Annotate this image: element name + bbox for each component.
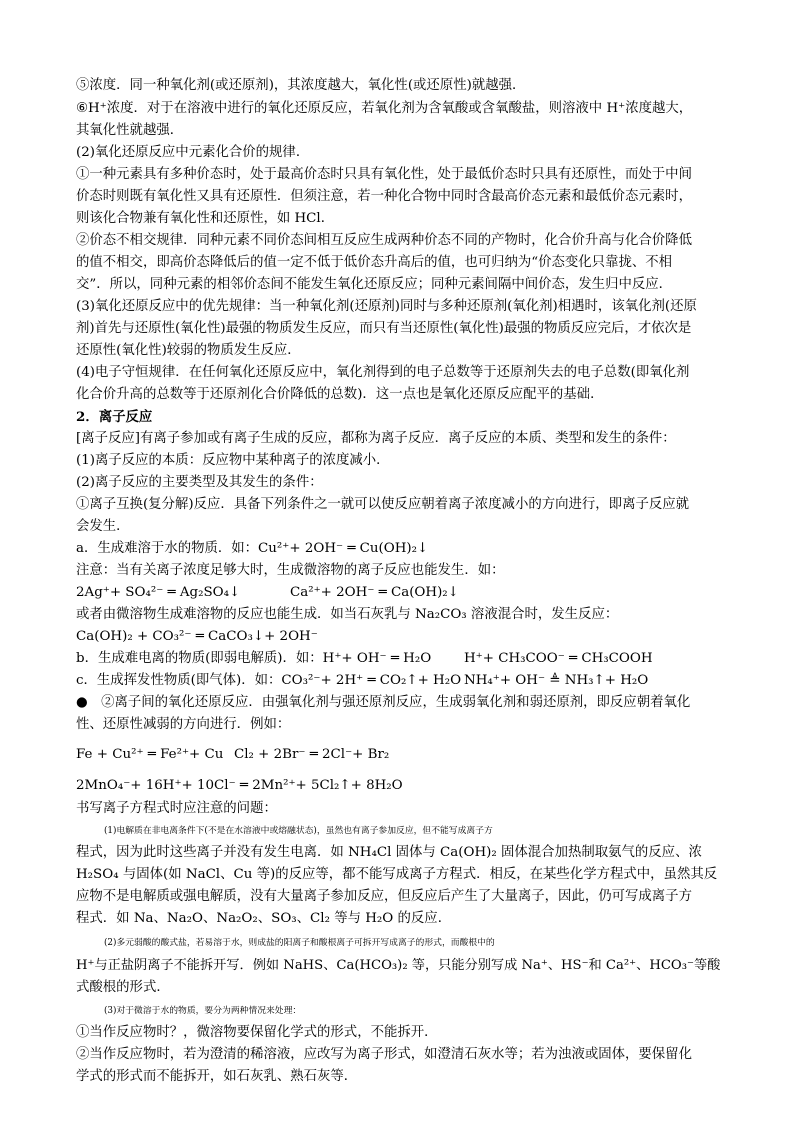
equation-line: 2MnO₄⁻+ 16H⁺+ 10Cl⁻ ═ 2Mn²⁺+ 5Cl₂↑+ 8H₂O	[76, 778, 403, 793]
text-line: (2)多元弱酸的酸式盐，若易溶于水，则成盐的阳离子和酸根离子可拆开写成离子的形式，而酸根中的	[104, 938, 495, 948]
text-line: (1)离子反应的本质：反应物中某种离子的浓度减小．	[76, 453, 390, 468]
text-line: ● ②离子间的氧化还原反应．由强氧化剂与强还原剂反应，生成弱氧化剂和弱还原剂，即反应朝着氧化	[76, 695, 691, 710]
equation-col2: NH₄⁺+ OH⁻ ≜ NH₃↑+ H₂O	[464, 673, 649, 688]
text-line: 剂)首先与还原性(氧化性)最强的物质发生反应，而只有当还原性(氧化性)最强的物质反应完后，才依次是	[76, 321, 692, 336]
text-line: 式酸根的形式．	[76, 980, 170, 995]
text-line: (3)对于微溶于水的物质，要分为两种情况来处理：	[104, 1006, 302, 1016]
text-line: ⑤浓度．同一种氧化剂(或还原剂)，其浓度越大，氧化性(或还原性)就越强．	[76, 78, 526, 93]
text-line: 则该化合物兼有氧化性和还原性，如 HCl．	[76, 211, 335, 226]
text-line: 价态时则既有氧化性又具有还原性．但须注意，若一种化合物中同时含最高价态元素和最低价态元素时，	[76, 189, 692, 204]
text-line: 化合价升高的总数等于还原剂化合价降低的总数)．这一点也是氧化还原反应配平的基础．	[76, 387, 604, 402]
text-line: (4)电子守恒规律．在任何氧化还原反应中，氧化剂得到的电子总数等于还原剂失去的电子总数(即氧化剂	[76, 365, 690, 380]
equation-col2: Ca²⁺+ 2OH⁻ ═ Ca(OH)₂↓	[290, 585, 459, 600]
text-line: ②价态不相交规律．同种元素不同价态间相互反应生成两种价态不同的产物时，化合价升高与化合价降低	[76, 233, 692, 248]
equation-line: b．生成难电离的物质(即弱电解质)．如：H⁺+ OH⁻ ═ H₂O	[76, 651, 432, 666]
text-line: 程式．如 Na、Na₂O、Na₂O₂、SO₃、Cl₂ 等与 H₂O 的反应．	[76, 911, 452, 926]
note-line: 注意：当有关离子浓度足够大时，生成微溶物的离子反应也能发生．如：	[76, 563, 505, 578]
text-line: H₂SO₄ 与固体(如 NaCl、Cu 等)的反应等，都不能写成离子方程式．相反，在某些化学方程式中，虽然其反	[76, 867, 718, 882]
text-line: ①离子互换(复分解)反应．具备下列条件之一就可以使反应朝着离子浓度减小的方向进行，即离子反应就	[76, 497, 690, 512]
equation-line: 2Ag⁺+ SO₄²⁻ ═ Ag₂SO₄↓	[76, 585, 241, 600]
equation-line: Fe + Cu²⁺ ═ Fe²⁺+ Cu	[76, 747, 224, 762]
equation-col2: H⁺+ CH₃COO⁻ ═ CH₃COOH	[464, 651, 653, 666]
text-line: (2)氧化还原反应中元素化合价的规律．	[76, 145, 310, 160]
equation-line: c．生成挥发性物质(即气体)．如：CO₃²⁻+ 2H⁺ ═ CO₂↑+ H₂O	[76, 673, 462, 688]
text-line: 交”．所以，同种元素的相邻价态间不能发生氧化还原反应；同种元素间隔中间价态，发生归中反应．	[76, 277, 673, 292]
text-line: ⑥H⁺浓度．对于在溶液中进行的氧化还原反应，若氧化剂为含氧酸或含氧酸盐，则溶液中 H⁺浓度越大，	[76, 101, 693, 116]
text-line: 其氧化性就越强．	[76, 123, 184, 138]
text-line: ②当作反应物时，若为澄清的稀溶液，应改写为离子形式，如澄清石灰水等；若为浊液或固体，要保留化	[76, 1047, 692, 1062]
text-line: 程式，因为此时这些离子并没有发生电离．如 NH₄Cl 固体与 Ca(OH)₂ 固体混合加热制取氨气的反应、浓	[76, 845, 702, 860]
text-line: 书写离子方程式时应注意的问题：	[76, 801, 277, 816]
text-line: (2)离子反应的主要类型及其发生的条件：	[76, 475, 323, 490]
text-line: 学式的形式而不能拆开，如石灰乳、熟石灰等．	[76, 1069, 358, 1084]
text-line: H⁺与正盐阴离子不能拆开写．例如 NaHS、Ca(HCO₃)₂ 等，只能分别写成 Na⁺、HS⁻和 Ca²⁺、HCO₃⁻等酸	[76, 958, 721, 973]
text-line: 的值不相交，即高价态降低后的值一定不低于低价态升高后的值，也可归纳为“价态变化只靠拢、不相	[76, 255, 673, 270]
text-line: ①一种元素具有多种价态时，处于最高价态时只具有氧化性，处于最低价态时只具有还原性，而处于中间	[76, 167, 692, 182]
text-line: 还原性(氧化性)较弱的物质发生反应．	[76, 343, 301, 358]
text-line: ①当作反应物时？，微溶物要保留化学式的形式，不能拆开．	[76, 1025, 438, 1040]
equation-col2: Cl₂ + 2Br⁻ ═ 2Cl⁻+ Br₂	[234, 747, 390, 762]
section-heading: 2．离子反应	[76, 409, 153, 425]
equation-line: Ca(OH)₂ + CO₃²⁻ ═ CaCO₃↓+ 2OH⁻	[76, 629, 318, 644]
text-line: 性、还原性减弱的方向进行．例如：	[76, 717, 291, 732]
text-line: 会发生．	[76, 519, 130, 534]
text-line: [离子反应]有离子参加或有离子生成的反应，都称为离子反应．离子反应的本质、类型和发生的条件：	[76, 431, 676, 446]
text-line: (3)氧化还原反应中的优先规律：当一种氧化剂(还原剂)同时与多种还原剂(氧化剂)相遇时，该氧化剂(还原	[76, 299, 697, 314]
text-line: 或者由微溶物生成难溶物的反应也能生成．如当石灰乳与 Na₂CO₃ 溶液混合时，发生反应：	[76, 607, 619, 622]
text-line: 应物不是电解质或强电解质，没有大量离子参加反应，但反应后产生了大量离子，因此，仍可写成离子方	[76, 889, 692, 904]
text-line: (1)电解质在非电离条件下(不是在水溶液中或熔融状态)，虽然也有离子参加反应，但不能写成离子方	[104, 826, 493, 836]
equation-line: a．生成难溶于水的物质．如：Cu²⁺+ 2OH⁻ ═ Cu(OH)₂↓	[76, 541, 429, 556]
